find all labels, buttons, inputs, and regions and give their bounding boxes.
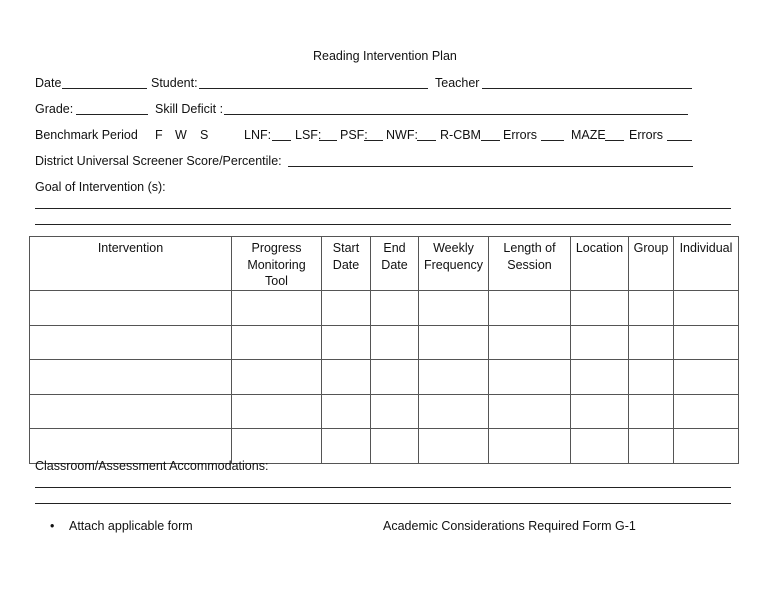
lnf-label: LNF: bbox=[244, 128, 272, 142]
table-cell[interactable] bbox=[371, 325, 419, 360]
table-cell[interactable] bbox=[674, 429, 739, 464]
rcbm-label: R-CBM bbox=[440, 128, 481, 142]
table-cell[interactable] bbox=[489, 429, 571, 464]
student-field[interactable] bbox=[199, 88, 428, 89]
column-header: Group bbox=[629, 237, 674, 291]
form-title: Reading Intervention Plan bbox=[313, 49, 457, 63]
table-cell[interactable] bbox=[489, 394, 571, 429]
nwf-field[interactable] bbox=[417, 140, 436, 141]
table-row bbox=[30, 360, 739, 395]
psf-label: PSF: bbox=[340, 128, 368, 142]
table-cell[interactable] bbox=[571, 429, 629, 464]
grade-label: Grade: bbox=[35, 102, 74, 116]
form-reference: Academic Considerations Required Form G-1 bbox=[383, 519, 636, 533]
table-cell[interactable] bbox=[489, 360, 571, 395]
nwf-label: NWF: bbox=[386, 128, 418, 142]
maze-field[interactable] bbox=[605, 140, 624, 141]
table-row bbox=[30, 291, 739, 326]
district-screener-label: District Universal Screener Score/Percentile: bbox=[35, 154, 282, 168]
table-cell[interactable] bbox=[371, 429, 419, 464]
table-cell[interactable] bbox=[629, 325, 674, 360]
psf-field[interactable] bbox=[364, 140, 383, 141]
lsf-label: LSF: bbox=[295, 128, 322, 142]
table-cell[interactable] bbox=[232, 360, 322, 395]
table-cell[interactable] bbox=[571, 360, 629, 395]
maze-label: MAZE bbox=[571, 128, 606, 142]
maze-errors-field[interactable] bbox=[667, 140, 692, 141]
table-cell[interactable] bbox=[419, 429, 489, 464]
table-cell[interactable] bbox=[30, 360, 232, 395]
column-header: Start Date bbox=[322, 237, 371, 291]
intervention-table bbox=[29, 236, 739, 464]
goal-line-2[interactable] bbox=[35, 224, 731, 225]
lsf-field[interactable] bbox=[319, 140, 337, 141]
goal-label: Goal of Intervention (s): bbox=[35, 180, 166, 194]
table-cell[interactable] bbox=[232, 394, 322, 429]
attach-form-note: Attach applicable form bbox=[69, 519, 193, 533]
table-cell[interactable] bbox=[489, 291, 571, 326]
table-cell[interactable] bbox=[371, 291, 419, 326]
column-header: Progress Monitoring Tool bbox=[232, 237, 322, 291]
table-cell[interactable] bbox=[629, 429, 674, 464]
accommodations-line-2[interactable] bbox=[35, 503, 731, 504]
column-header: End Date bbox=[371, 237, 419, 291]
table-cell[interactable] bbox=[419, 325, 489, 360]
rcbm-field[interactable] bbox=[481, 140, 500, 141]
table-cell[interactable] bbox=[674, 325, 739, 360]
table-cell[interactable] bbox=[629, 291, 674, 326]
table-cell[interactable] bbox=[30, 291, 232, 326]
accommodations-line-1[interactable] bbox=[35, 487, 731, 488]
column-header: Individual bbox=[674, 237, 739, 291]
district-screener-field[interactable] bbox=[288, 166, 693, 167]
table-cell[interactable] bbox=[674, 394, 739, 429]
student-label: Student: bbox=[151, 76, 198, 90]
bullet-icon: • bbox=[50, 519, 55, 533]
benchmark-period-label: Benchmark Period bbox=[35, 128, 138, 142]
lnf-field[interactable] bbox=[272, 140, 291, 141]
table-cell[interactable] bbox=[629, 394, 674, 429]
table-cell[interactable] bbox=[419, 360, 489, 395]
rcbm-errors-label: Errors bbox=[503, 128, 538, 142]
rcbm-errors-field[interactable] bbox=[541, 140, 564, 141]
table-row bbox=[30, 429, 739, 464]
table-cell[interactable] bbox=[571, 291, 629, 326]
table-cell[interactable] bbox=[322, 291, 371, 326]
table-cell[interactable] bbox=[674, 360, 739, 395]
column-header: Weekly Frequency bbox=[419, 237, 489, 291]
table-cell[interactable] bbox=[419, 394, 489, 429]
table-cell[interactable] bbox=[629, 360, 674, 395]
table-cell[interactable] bbox=[30, 429, 232, 464]
benchmark-spring[interactable]: S bbox=[200, 128, 209, 142]
table-cell[interactable] bbox=[322, 429, 371, 464]
benchmark-fall[interactable]: F bbox=[155, 128, 163, 142]
teacher-label: Teacher bbox=[435, 76, 480, 90]
teacher-field[interactable] bbox=[482, 88, 692, 89]
table-cell[interactable] bbox=[30, 394, 232, 429]
table-cell[interactable] bbox=[232, 325, 322, 360]
table-cell[interactable] bbox=[489, 325, 571, 360]
date-field[interactable] bbox=[62, 88, 147, 89]
table-row bbox=[30, 394, 739, 429]
table-row bbox=[30, 325, 739, 360]
skill-deficit-label: Skill Deficit : bbox=[155, 102, 224, 116]
column-header: Length of Session bbox=[489, 237, 571, 291]
table-cell[interactable] bbox=[419, 291, 489, 326]
table-cell[interactable] bbox=[322, 360, 371, 395]
maze-errors-label: Errors bbox=[629, 128, 664, 142]
goal-line-1[interactable] bbox=[35, 208, 731, 209]
table-cell[interactable] bbox=[322, 394, 371, 429]
accommodations-label: Classroom/Assessment Accommodations: bbox=[35, 459, 269, 473]
benchmark-winter[interactable]: W bbox=[175, 128, 187, 142]
column-header: Intervention bbox=[30, 237, 232, 291]
table-cell[interactable] bbox=[571, 394, 629, 429]
column-header: Location bbox=[571, 237, 629, 291]
table-cell[interactable] bbox=[30, 325, 232, 360]
date-label: Date bbox=[35, 76, 62, 90]
table-cell[interactable] bbox=[371, 394, 419, 429]
table-cell[interactable] bbox=[232, 429, 322, 464]
table-cell[interactable] bbox=[674, 291, 739, 326]
grade-field[interactable] bbox=[76, 114, 148, 115]
table-cell[interactable] bbox=[571, 325, 629, 360]
table-header-row bbox=[30, 237, 739, 291]
table-cell[interactable] bbox=[232, 291, 322, 326]
table-cell[interactable] bbox=[322, 325, 371, 360]
skill-deficit-field[interactable] bbox=[224, 114, 688, 115]
table-cell[interactable] bbox=[371, 360, 419, 395]
